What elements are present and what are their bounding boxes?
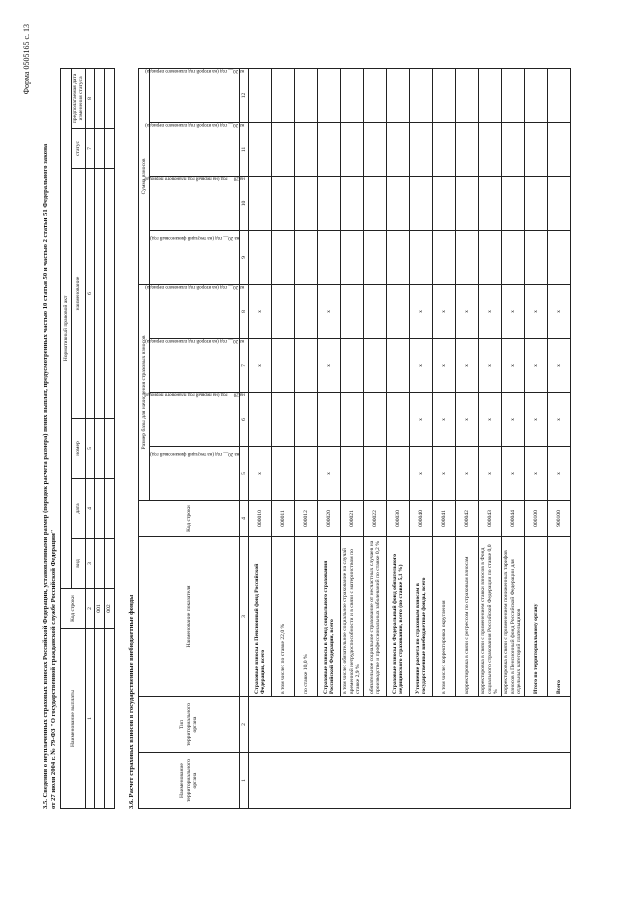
value-cell [410, 176, 433, 230]
section-3-5-title-line2: от 27 июля 2004 г. № 79-ФЗ "О государственной гражданской службе Российской Федерации" [50, 529, 57, 809]
value-cell: x [502, 393, 525, 447]
value-cell: x [456, 284, 479, 338]
head-act-date: дата [72, 479, 86, 539]
value-cell: x [249, 339, 272, 393]
value-cell [295, 230, 318, 284]
indicator-name: по ставке 10,0 % [295, 537, 318, 697]
period-header [144, 391, 246, 447]
indicator-name: в том числе: корректировка округления [433, 537, 456, 697]
column-number: 9 [240, 230, 249, 284]
table-row [104, 68, 114, 808]
row-code: 000043 [479, 501, 502, 537]
column-number: 8 [85, 68, 94, 128]
value-cell: x [318, 447, 341, 501]
value-cell: x [548, 393, 571, 447]
head-row-code: Код строки [61, 589, 86, 629]
table-cell [104, 629, 114, 809]
form-code: Форма 0505165 с. 13 [22, 24, 31, 95]
column-number: 1 [240, 753, 249, 809]
value-cell [364, 230, 387, 284]
value-cell [387, 68, 410, 122]
value-cell [387, 176, 410, 230]
column-numbers-row [85, 68, 94, 808]
section-3-6-title: 3.6. Расчет страховых взносов в государственные внебюджетные фонды [128, 594, 135, 809]
value-cell: x [433, 393, 456, 447]
value-cell [548, 230, 571, 284]
value-cell: x [548, 339, 571, 393]
table-cell [104, 419, 114, 479]
value-cell [295, 68, 318, 122]
period-label: на 20__ год (на второй год планового периода) [145, 338, 245, 344]
value-cell [502, 68, 525, 122]
value-cell [272, 393, 295, 447]
value-cell: x [456, 393, 479, 447]
value-cell [502, 176, 525, 230]
value-cell [318, 393, 341, 447]
value-cell [249, 176, 272, 230]
value-cell: x [479, 284, 502, 338]
value-cell [249, 230, 272, 284]
indicator-name: Итого по территориальному органу [525, 537, 548, 697]
territorial-org-cell [249, 753, 571, 809]
value-cell [387, 447, 410, 501]
row-code: 000042 [456, 501, 479, 537]
value-cell [479, 122, 502, 176]
value-cell [502, 122, 525, 176]
value-cell [295, 339, 318, 393]
value-cell [295, 284, 318, 338]
column-number: 5 [240, 447, 249, 501]
value-cell [249, 122, 272, 176]
column-number: 3 [85, 539, 94, 589]
value-cell: x [525, 447, 548, 501]
value-cell: x [410, 339, 433, 393]
head-legal-act: Нормативный правовой акт [61, 68, 72, 588]
value-cell [456, 68, 479, 122]
row-code: 900100 [548, 501, 571, 537]
table-cell [94, 419, 104, 479]
row-code: 002 [104, 589, 114, 629]
value-cell [548, 68, 571, 122]
indicator-name: Страховые взносы в Пенсионный фонд Российской Федерации, всего [249, 537, 272, 697]
section-3-5-table [60, 68, 115, 809]
value-cell [364, 68, 387, 122]
table-cell [94, 129, 104, 169]
period-label: на 20__ год (на второй год планового периода) [145, 284, 245, 290]
value-cell [410, 122, 433, 176]
head-indicator-name: Наименование показателя [139, 537, 240, 697]
row-code: 000021 [341, 501, 364, 537]
value-cell [295, 393, 318, 447]
value-cell [525, 230, 548, 284]
value-cell: x [502, 447, 525, 501]
value-cell [341, 122, 364, 176]
period-header [145, 284, 245, 338]
value-cell [272, 284, 295, 338]
indicator-name: Страховые взносы в Фонд социального страхования Российской Федерации, всего [318, 537, 341, 697]
value-cell [341, 393, 364, 447]
table-cell [94, 539, 104, 589]
value-cell [318, 122, 341, 176]
value-cell: x [525, 393, 548, 447]
value-cell: x [502, 284, 525, 338]
value-cell: x [479, 393, 502, 447]
value-cell: x [433, 339, 456, 393]
table-row [249, 68, 272, 808]
value-cell [295, 447, 318, 501]
value-cell [272, 68, 295, 122]
value-cell: x [525, 339, 548, 393]
value-cell [387, 284, 410, 338]
indicator-name: Уточнение расчета по страховым взносам в государственные внебюджетные фонды, всего [410, 537, 433, 697]
section-3-5-title-line1: 3.5. Сведения о неуплаченных страховых взносах Российской Федерации, установленными размер (порядок расчета размера) пенях выплат, предусмотренных частью 10 статьи 50 и частью 2 статьи 51 Федерального закона [42, 143, 49, 809]
column-number: 1 [85, 629, 94, 809]
value-cell [341, 176, 364, 230]
row-code: 000040 [410, 501, 433, 537]
head-territorial-org: Наименование территориального органа [139, 753, 240, 809]
period-header [145, 338, 245, 393]
indicator-name: обязательное социальное страхование от несчастных случаев на производстве и профессиональных заболеваний по ставке 0,2 % [364, 537, 387, 697]
head-act-title: наименование [72, 169, 86, 419]
indicator-name: корректировка в связи с регрессом по страховым взносам [456, 537, 479, 697]
row-code: 000100 [525, 501, 548, 537]
period-header [150, 230, 240, 284]
table-cell [94, 68, 104, 128]
value-cell [318, 230, 341, 284]
table-cell [104, 479, 114, 539]
indicator-name: в том числе: по ставке 22,0 % [272, 537, 295, 697]
row-code: 000020 [318, 501, 341, 537]
value-cell [364, 176, 387, 230]
value-cell: x [410, 284, 433, 338]
value-cell [318, 176, 341, 230]
head-act-kind: вид [72, 539, 86, 589]
value-cell: x [479, 447, 502, 501]
column-number: 4 [85, 479, 94, 539]
column-number: 4 [240, 501, 249, 537]
value-cell [272, 447, 295, 501]
row-code: 000011 [272, 501, 295, 537]
value-cell [479, 230, 502, 284]
period-label: на 20__ год (на первый год планового периода) [144, 175, 246, 181]
column-number: 8 [240, 284, 249, 338]
value-cell: x [525, 284, 548, 338]
head-status-date: предполагаемая дата изменения статуса [72, 68, 86, 128]
table-cell [104, 129, 114, 169]
value-cell: x [318, 284, 341, 338]
table-cell [104, 68, 114, 128]
column-number: 2 [240, 697, 249, 753]
value-cell [295, 176, 318, 230]
value-cell [502, 230, 525, 284]
column-number: 6 [240, 393, 249, 447]
column-number: 7 [85, 129, 94, 169]
table-cell [94, 169, 104, 419]
territorial-type-cell [249, 697, 571, 753]
row-code: 000022 [364, 501, 387, 537]
value-cell [387, 393, 410, 447]
head-act-number: номер [72, 419, 86, 479]
value-cell [341, 339, 364, 393]
value-cell [318, 68, 341, 122]
head-territorial-type: Тип территориального органа [139, 697, 240, 753]
column-number: 3 [240, 537, 249, 697]
value-cell [525, 68, 548, 122]
value-cell [272, 339, 295, 393]
head-base-size: Размер базы для начисления страховых взносов [139, 284, 150, 500]
indicator-name: Всего [548, 537, 571, 697]
value-cell [525, 122, 548, 176]
value-cell [364, 122, 387, 176]
table-cell [94, 479, 104, 539]
value-cell: x [410, 447, 433, 501]
value-cell [525, 176, 548, 230]
value-cell [249, 68, 272, 122]
column-number: 5 [85, 419, 94, 479]
value-cell [364, 284, 387, 338]
row-code: 001 [94, 589, 104, 629]
value-cell: x [548, 447, 571, 501]
head-row-code-36: Код строки [139, 501, 240, 537]
value-cell: x [479, 339, 502, 393]
column-number: 10 [240, 176, 249, 230]
table-cell [104, 169, 114, 419]
value-cell: x [249, 284, 272, 338]
value-cell [364, 339, 387, 393]
value-cell [456, 176, 479, 230]
value-cell [341, 284, 364, 338]
period-label: на 20__ год (на второй год планового периода) [145, 122, 245, 128]
value-cell [272, 176, 295, 230]
period-label: на 20__ год (на первый год планового периода) [144, 391, 246, 397]
value-cell [387, 339, 410, 393]
value-cell [387, 122, 410, 176]
table-row [94, 68, 104, 808]
column-number: 7 [240, 339, 249, 393]
column-number: 6 [85, 169, 94, 419]
period-label: на 20__ год (на текущий финансовый год) [150, 235, 240, 241]
indicator-name: корректировка в связи с применением ставки взносов в Фонд социального страхования Российской Федерации по ставке 0,0 % [479, 537, 502, 697]
value-cell: x [410, 393, 433, 447]
row-code: 000030 [387, 501, 410, 537]
value-cell [341, 68, 364, 122]
value-cell [410, 230, 433, 284]
value-cell [272, 230, 295, 284]
value-cell [364, 393, 387, 447]
period-label: на 20__ год (на текущий финансовый год) [150, 451, 240, 457]
value-cell [341, 230, 364, 284]
row-code: 000041 [433, 501, 456, 537]
value-cell [479, 176, 502, 230]
value-cell [410, 68, 433, 122]
value-cell: x [548, 284, 571, 338]
value-cell: x [318, 339, 341, 393]
column-number: 11 [240, 122, 249, 176]
value-cell [433, 68, 456, 122]
row-code: 000044 [502, 501, 525, 537]
value-cell [548, 176, 571, 230]
value-cell [433, 176, 456, 230]
period-header [150, 447, 240, 501]
value-cell: x [249, 447, 272, 501]
value-cell: x [456, 339, 479, 393]
value-cell [295, 122, 318, 176]
value-cell: x [433, 447, 456, 501]
indicator-name: Страховые взносы в Федеральный фонд обязательного медицинского страхования, всего (по ставке 5,1 %) [387, 537, 410, 697]
value-cell [272, 122, 295, 176]
indicator-name: корректировка в связи с применением пониженных тарифов взносов в Пенсионный фонд Российской Федерации для отдельных категорий плательщиков [502, 537, 525, 697]
value-cell: x [456, 447, 479, 501]
value-cell [364, 447, 387, 501]
section-3-6-table [138, 68, 571, 809]
value-cell [387, 230, 410, 284]
value-cell [548, 122, 571, 176]
row-code: 000010 [249, 501, 272, 537]
row-code: 000012 [295, 501, 318, 537]
column-number: 12 [240, 68, 249, 122]
indicator-name: в том числе: обязательное социальное страхование на случай временной нетрудоспособности и в связи с материнством по ставке 2,9 % [341, 537, 364, 697]
table-cell [94, 629, 104, 809]
table-cell [104, 539, 114, 589]
value-cell: x [433, 284, 456, 338]
value-cell [479, 68, 502, 122]
value-cell [433, 230, 456, 284]
value-cell [433, 122, 456, 176]
period-label: на 20__ год (на второй год планового периода) [145, 68, 245, 74]
value-cell [249, 393, 272, 447]
value-cell [341, 447, 364, 501]
head-payment-name: Наименование выплаты [61, 629, 86, 809]
column-number: 2 [85, 589, 94, 629]
value-cell: x [502, 339, 525, 393]
value-cell [456, 122, 479, 176]
value-cell [456, 230, 479, 284]
head-contribution-sum: Сумма взносов [139, 68, 150, 284]
head-act-status: статус [72, 129, 86, 169]
